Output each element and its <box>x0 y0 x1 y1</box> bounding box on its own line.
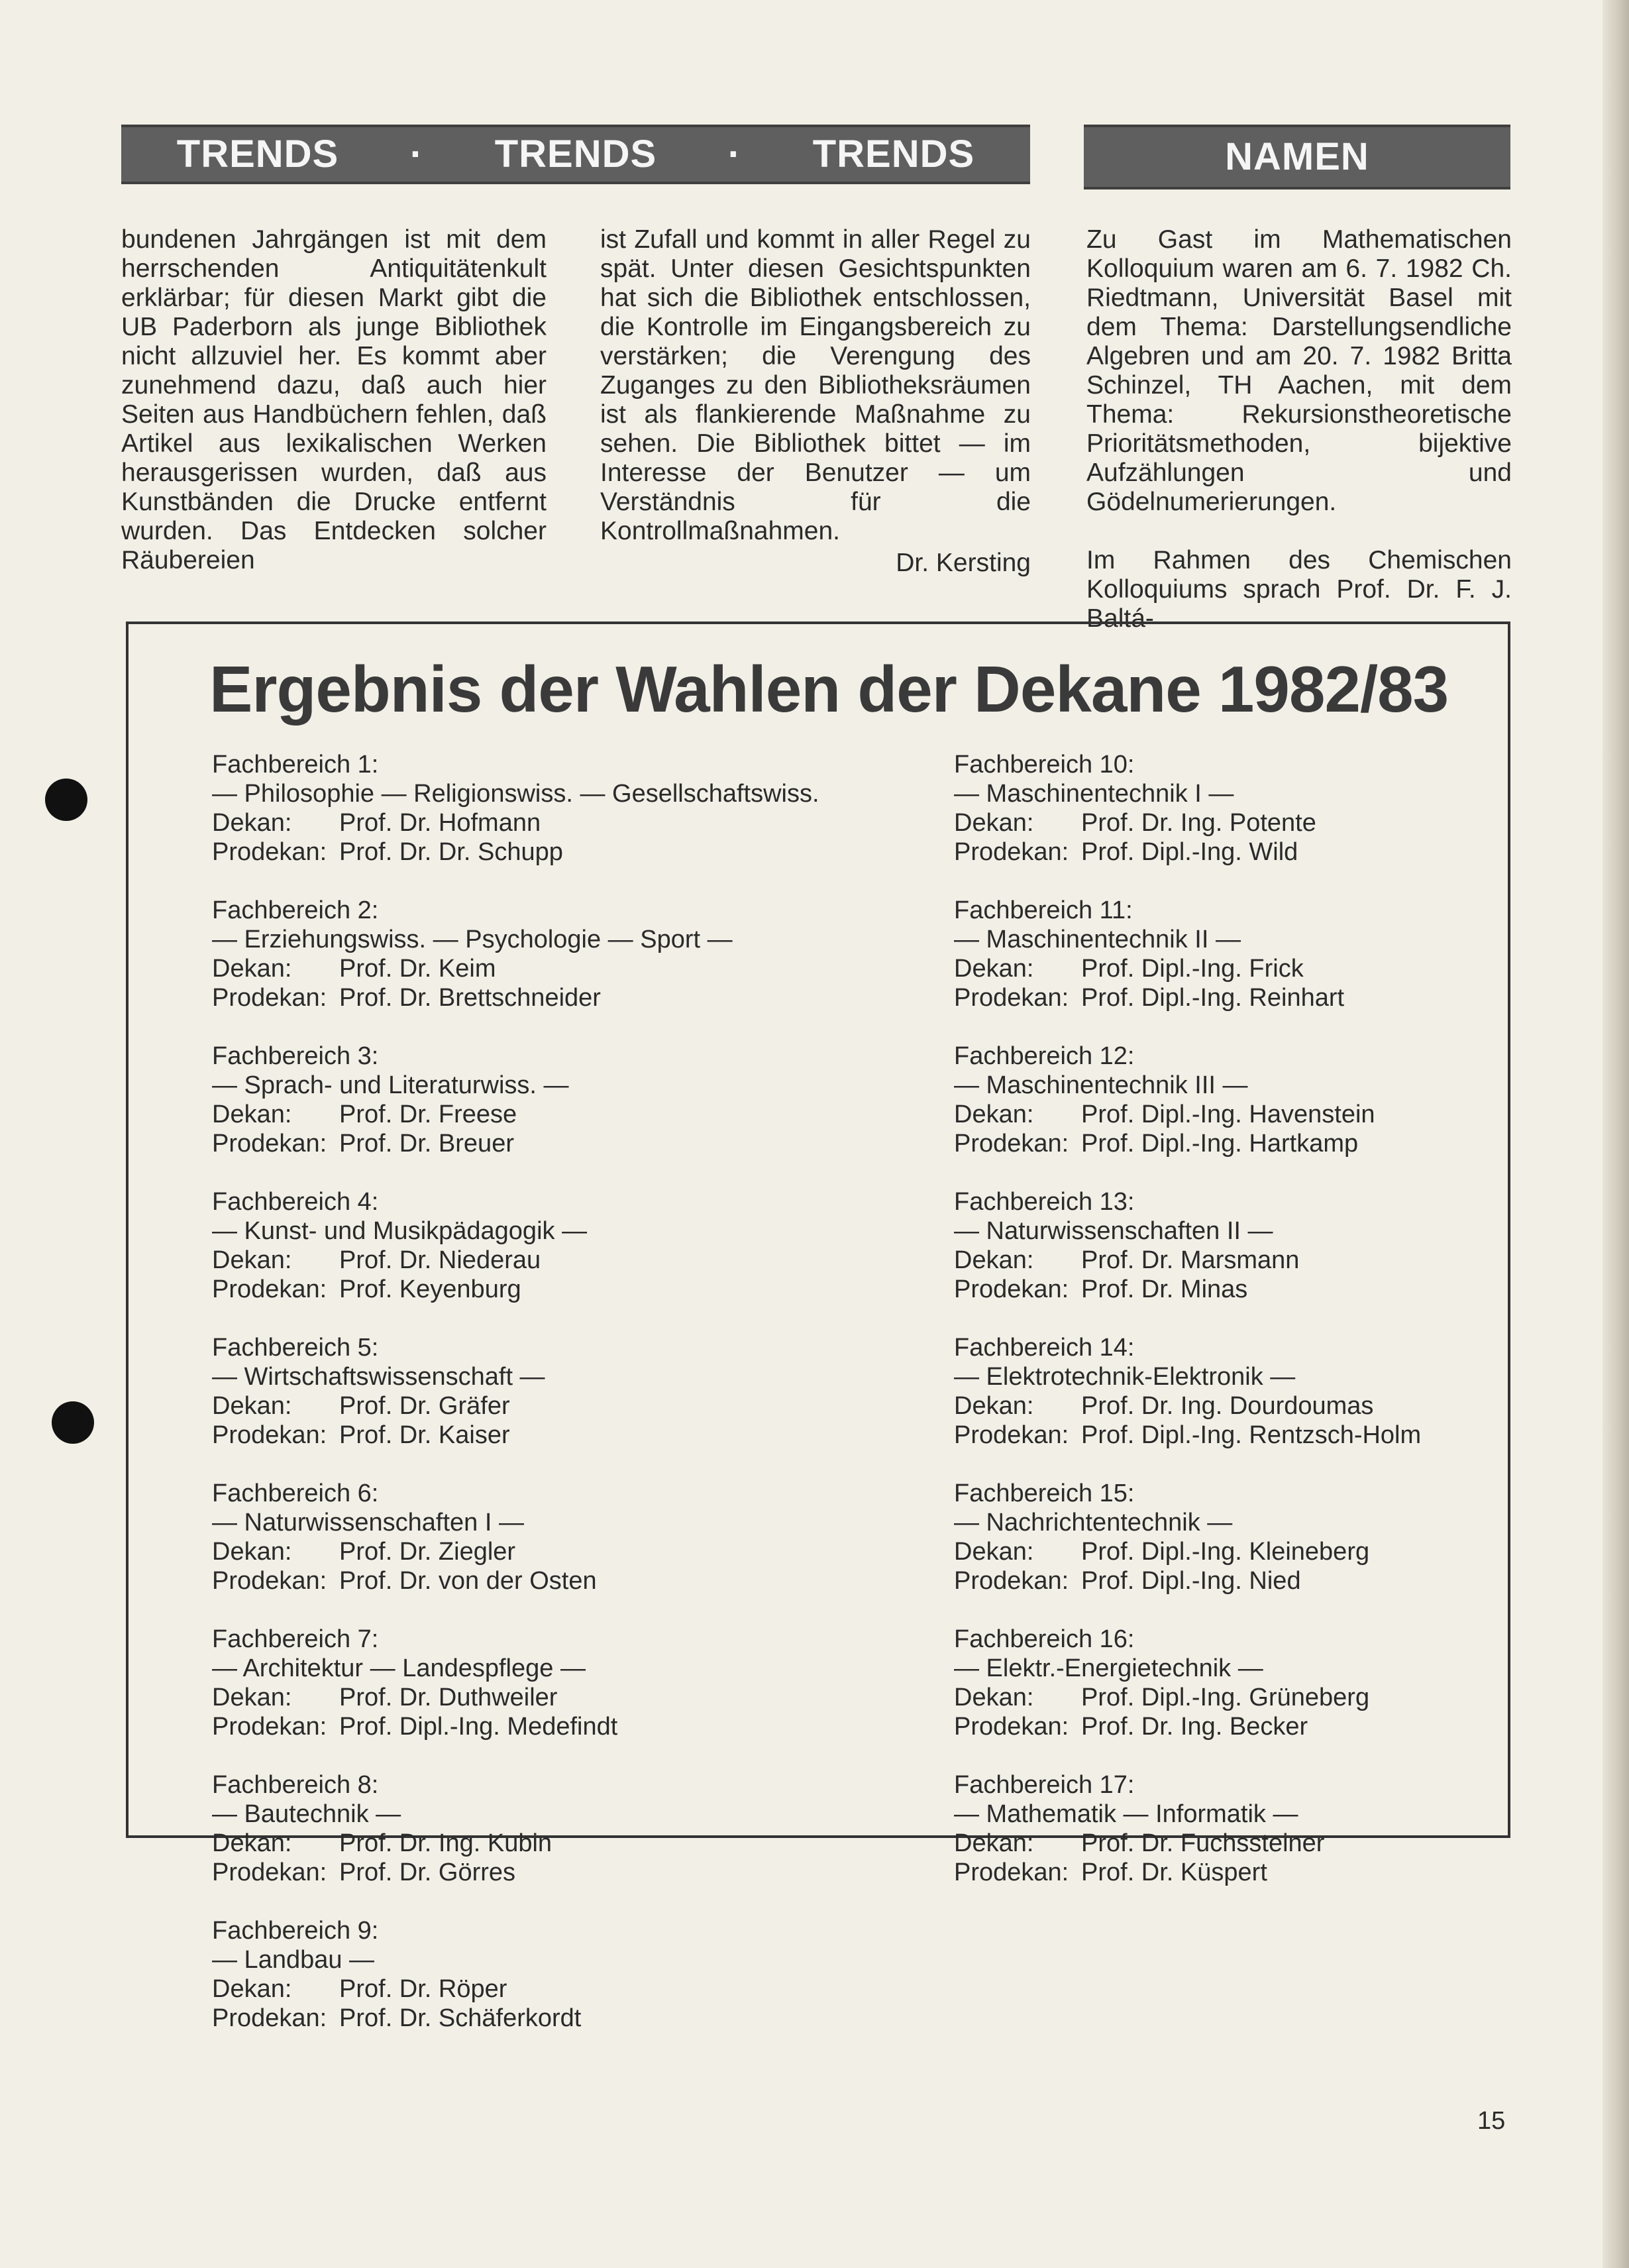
faculty-entry <box>212 1042 874 1187</box>
dean-name: Prof. Dr. Fuchssteiner <box>1081 1829 1325 1857</box>
vice-dean-label: Prodekan: <box>212 1275 327 1303</box>
faculty-heading: Fachbereich 5: <box>212 1334 379 1362</box>
vice-dean-row <box>954 1129 1616 1158</box>
vice-dean-row <box>212 837 874 867</box>
vice-dean-row <box>212 2004 874 2033</box>
dean-row <box>954 1537 1616 1566</box>
vice-dean-name: Prof. Dr. Ing. Becker <box>1081 1713 1308 1741</box>
vice-dean-name: Prof. Dipl.-Ing. Reinhart <box>1081 984 1345 1012</box>
faculty-heading: Fachbereich 11: <box>954 896 1133 924</box>
faculty-heading: Fachbereich 8: <box>212 1771 379 1799</box>
faculty-entry <box>954 750 1616 896</box>
vice-dean-row <box>212 1858 874 1887</box>
faculty-subject: — Architektur — Landespflege — <box>212 1654 586 1682</box>
vice-dean-name: Prof. Dr. Görres <box>339 1859 516 1886</box>
vice-dean-label: Prodekan: <box>212 1567 327 1595</box>
vice-dean-name: Prof. Dr. Brettschneider <box>339 984 601 1012</box>
dean-row <box>954 1100 1616 1129</box>
faculty-heading: Fachbereich 3: <box>212 1042 379 1070</box>
faculty-heading: Fachbereich 17: <box>954 1771 1135 1799</box>
faculty-subject: — Nachrichtentechnik — <box>954 1509 1233 1537</box>
faculty-subject: — Mathematik — Informatik — <box>954 1800 1298 1828</box>
column-2-text: ist Zufall und kommt in aller Regel zu spät. Unter diesen Gesichtspunkten hat sich die Bibliothek entschlossen, die Kontrolle im Eingangsbereich zu verstärken; die Verengung des Zuganges zu den Bibliotheksräumen ist als flankierende Maßnahme zu sehen. Die Bibliothek bittet — im Interesse der Benutzer — um Verständnis für die Kontrollmaßnahmen. <box>600 225 1031 545</box>
vice-dean-name: Prof. Dipl.-Ing. Rentzsch-Holm <box>1081 1421 1422 1449</box>
faculty-heading: Fachbereich 13: <box>954 1188 1135 1216</box>
banner-trends-2: TRENDS <box>494 133 657 176</box>
faculty-subject: — Wirtschaftswissenschaft — <box>212 1363 545 1391</box>
faculty-entry <box>212 1625 874 1770</box>
dean-label: Dekan: <box>212 955 292 983</box>
vice-dean-label: Prodekan: <box>954 1713 1069 1741</box>
faculty-entry <box>954 1479 1616 1625</box>
column-3-paragraph-2: Im Rahmen des Chemischen Kolloquiums sprach Prof. Dr. F. J. Baltá- <box>1086 546 1512 633</box>
dean-label: Dekan: <box>954 1101 1034 1128</box>
dean-row <box>954 1246 1616 1275</box>
column-1-text: bundenen Jahrgängen ist mit dem herrschenden Antiquitätenkult erklärbar; für diesen Markt gibt die UB Paderborn als junge Bibliothek nicht allzuviel her. Es kommt aber zunehmend dazu, daß auch hier Seiten aus Handbüchern fehlen, daß Artikel aus lexikalischen Werken herausgerissen wurden, daß aus Kunstbänden die Drucke entfernt wurden. Das Entdecken solcher Räubereien <box>121 225 547 574</box>
faculty-heading: Fachbereich 2: <box>212 896 379 924</box>
vice-dean-name: Prof. Dr. von der Osten <box>339 1567 597 1595</box>
faculty-heading: Fachbereich 7: <box>212 1625 379 1653</box>
faculty-subject: — Landbau — <box>212 1946 375 1974</box>
dean-label: Dekan: <box>954 1538 1034 1566</box>
faculty-entry <box>212 1479 874 1625</box>
vice-dean-row <box>954 1566 1616 1595</box>
vice-dean-label: Prodekan: <box>212 1859 327 1886</box>
faculty-entry <box>954 1333 1616 1479</box>
vice-dean-label: Prodekan: <box>954 1567 1069 1595</box>
dean-row <box>212 1100 874 1129</box>
faculty-subject: — Philosophie — Religionswiss. — Gesellschaftswiss. <box>212 780 819 808</box>
vice-dean-name: Prof. Dr. Minas <box>1081 1275 1248 1303</box>
dean-name: Prof. Dr. Ing. Kubin <box>339 1829 552 1857</box>
dean-row <box>212 954 874 983</box>
punch-hole-top <box>45 779 87 821</box>
namen-banner: NAMEN <box>1084 125 1510 189</box>
vice-dean-name: Prof. Dr. Dr. Schupp <box>339 838 563 866</box>
article-column-3 <box>1086 225 1512 633</box>
dean-name: Prof. Dr. Keim <box>339 955 496 983</box>
vice-dean-row <box>212 1712 874 1741</box>
vice-dean-row <box>954 983 1616 1012</box>
vice-dean-row <box>212 1421 874 1450</box>
dean-label: Dekan: <box>212 1538 292 1566</box>
dean-name: Prof. Dr. Ziegler <box>339 1538 516 1566</box>
vice-dean-label: Prodekan: <box>212 1130 327 1158</box>
dean-label: Dekan: <box>212 1829 292 1857</box>
vice-dean-label: Prodekan: <box>212 984 327 1012</box>
faculty-entry <box>212 750 874 896</box>
dean-name: Prof. Dr. Röper <box>339 1975 507 2003</box>
faculty-heading: Fachbereich 4: <box>212 1188 379 1216</box>
dean-row <box>212 1683 874 1712</box>
faculty-heading: Fachbereich 15: <box>954 1480 1135 1507</box>
dean-row <box>954 1683 1616 1712</box>
dean-name: Prof. Dipl.-Ing. Grüneberg <box>1081 1684 1370 1711</box>
dean-name: Prof. Dipl.-Ing. Havenstein <box>1081 1101 1375 1128</box>
faculty-heading: Fachbereich 6: <box>212 1480 379 1507</box>
vice-dean-row <box>212 1129 874 1158</box>
punch-hole-bottom <box>52 1401 94 1444</box>
vice-dean-label: Prodekan: <box>954 1421 1069 1449</box>
faculty-subject: — Sprach- und Literaturwiss. — <box>212 1071 569 1099</box>
vice-dean-name: Prof. Dipl.-Ing. Wild <box>1081 838 1298 866</box>
dean-label: Dekan: <box>212 1975 292 2003</box>
dean-name: Prof. Dr. Ing. Dourdoumas <box>1081 1392 1374 1420</box>
faculty-heading: Fachbereich 1: <box>212 751 379 779</box>
faculty-subject: — Naturwissenschaften I — <box>212 1509 524 1537</box>
dean-name: Prof. Dr. Niederau <box>339 1246 541 1274</box>
vice-dean-name: Prof. Dr. Breuer <box>339 1130 514 1158</box>
faculty-entry <box>212 1187 874 1333</box>
article-column-2 <box>600 225 1031 578</box>
vice-dean-name: Prof. Dipl.-Ing. Nied <box>1081 1567 1301 1595</box>
faculty-entry <box>954 1187 1616 1333</box>
faculty-entry <box>954 1770 1616 1916</box>
dean-label: Dekan: <box>954 1684 1034 1711</box>
dean-name: Prof. Dr. Marsmann <box>1081 1246 1300 1274</box>
dean-label: Dekan: <box>954 1829 1034 1857</box>
vice-dean-label: Prodekan: <box>212 1421 327 1449</box>
column-3-paragraph-1: Zu Gast im Mathematischen Kolloquium waren am 6. 7. 1982 Ch. Riedtmann, Universität Basel mit dem Thema: Darstellungsendliche Algebren und am 20. 7. 1982 Britta Schinzel, TH Aachen, mit dem Thema: Rekursionstheoretische Prioritätsmethoden, bijektive Aufzählungen und Gödelnumerierungen. <box>1086 225 1512 516</box>
vice-dean-label: Prodekan: <box>954 1859 1069 1886</box>
vice-dean-row <box>212 1275 874 1304</box>
dean-row <box>212 1974 874 2004</box>
faculty-subject: — Kunst- und Musikpädagogik — <box>212 1217 588 1245</box>
vice-dean-label: Prodekan: <box>212 1713 327 1741</box>
dean-row <box>954 954 1616 983</box>
dean-label: Dekan: <box>954 809 1034 837</box>
faculty-heading: Fachbereich 12: <box>954 1042 1135 1070</box>
banner-dot-1: · <box>409 133 424 176</box>
vice-dean-row <box>954 1858 1616 1887</box>
faculty-subject: — Bautechnik — <box>212 1800 401 1828</box>
vice-dean-row <box>954 1275 1616 1304</box>
faculty-heading: Fachbereich 16: <box>954 1625 1135 1653</box>
faculty-entry <box>212 896 874 1042</box>
vice-dean-name: Prof. Dr. Kaiser <box>339 1421 510 1449</box>
faculty-subject: — Naturwissenschaften II — <box>954 1217 1273 1245</box>
dean-label: Dekan: <box>212 1392 292 1420</box>
vice-dean-name: Prof. Dipl.-Ing. Hartkamp <box>1081 1130 1359 1158</box>
faculty-list-right <box>954 750 1616 1916</box>
dean-row <box>954 1829 1616 1858</box>
vice-dean-label: Prodekan: <box>954 838 1069 866</box>
dean-name: Prof. Dipl.-Ing. Kleineberg <box>1081 1538 1370 1566</box>
dean-row <box>212 1829 874 1858</box>
faculty-entry <box>954 1042 1616 1187</box>
trends-banner <box>121 125 1030 184</box>
author-signature: Dr. Kersting <box>896 549 1031 577</box>
faculty-entry <box>212 1770 874 1916</box>
faculty-entry <box>954 1625 1616 1770</box>
page-number: 15 <box>1477 2107 1506 2135</box>
vice-dean-row <box>212 1566 874 1595</box>
dean-label: Dekan: <box>954 1392 1034 1420</box>
vice-dean-name: Prof. Keyenburg <box>339 1275 521 1303</box>
faculty-entry <box>954 896 1616 1042</box>
faculty-heading: Fachbereich 10: <box>954 751 1135 779</box>
vice-dean-name: Prof. Dr. Küspert <box>1081 1859 1267 1886</box>
vice-dean-row <box>954 1712 1616 1741</box>
vice-dean-row <box>954 1421 1616 1450</box>
vice-dean-name: Prof. Dr. Schäferkordt <box>339 2004 582 2032</box>
faculty-list-left <box>212 750 874 2062</box>
faculty-subject: — Elektr.-Energietechnik — <box>954 1654 1263 1682</box>
dean-name: Prof. Dipl.-Ing. Frick <box>1081 955 1304 983</box>
faculty-heading: Fachbereich 14: <box>954 1334 1135 1362</box>
dean-election-box <box>126 621 1510 2032</box>
box-title: Ergebnis der Wahlen der Dekane 1982/83 <box>209 653 1449 726</box>
dean-label: Dekan: <box>212 1246 292 1274</box>
dean-label: Dekan: <box>212 809 292 837</box>
vice-dean-label: Prodekan: <box>954 984 1069 1012</box>
faculty-subject: — Maschinentechnik II — <box>954 926 1241 953</box>
banner-trends-1: TRENDS <box>176 133 339 176</box>
dean-name: Prof. Dr. Freese <box>339 1101 517 1128</box>
dean-label: Dekan: <box>954 955 1034 983</box>
banner-trends-3: TRENDS <box>812 133 975 176</box>
vice-dean-label: Prodekan: <box>954 1130 1069 1158</box>
faculty-entry <box>212 1916 874 2062</box>
faculty-subject: — Maschinentechnik I — <box>954 780 1234 808</box>
dean-row <box>212 1246 874 1275</box>
dean-name: Prof. Dr. Gräfer <box>339 1392 510 1420</box>
dean-row <box>212 808 874 837</box>
faculty-subject: — Erziehungswiss. — Psychologie — Sport — <box>212 926 733 953</box>
vice-dean-name: Prof. Dipl.-Ing. Medefindt <box>339 1713 618 1741</box>
vice-dean-row <box>212 983 874 1012</box>
faculty-heading: Fachbereich 9: <box>212 1917 379 1945</box>
faculty-subject: — Elektrotechnik-Elektronik — <box>954 1363 1296 1391</box>
dean-name: Prof. Dr. Hofmann <box>339 809 541 837</box>
banner-dot-2: · <box>727 133 742 176</box>
dean-row <box>954 808 1616 837</box>
dean-name: Prof. Dr. Duthweiler <box>339 1684 558 1711</box>
vice-dean-row <box>954 837 1616 867</box>
vice-dean-label: Prodekan: <box>954 1275 1069 1303</box>
dean-row <box>212 1537 874 1566</box>
article-column-1 <box>121 225 547 575</box>
faculty-entry <box>212 1333 874 1479</box>
dean-label: Dekan: <box>212 1684 292 1711</box>
dean-label: Dekan: <box>954 1246 1034 1274</box>
dean-label: Dekan: <box>212 1101 292 1128</box>
dean-row <box>212 1391 874 1421</box>
vice-dean-label: Prodekan: <box>212 838 327 866</box>
faculty-subject: — Maschinentechnik III — <box>954 1071 1248 1099</box>
dean-row <box>954 1391 1616 1421</box>
vice-dean-label: Prodekan: <box>212 2004 327 2032</box>
dean-name: Prof. Dr. Ing. Potente <box>1081 809 1316 837</box>
